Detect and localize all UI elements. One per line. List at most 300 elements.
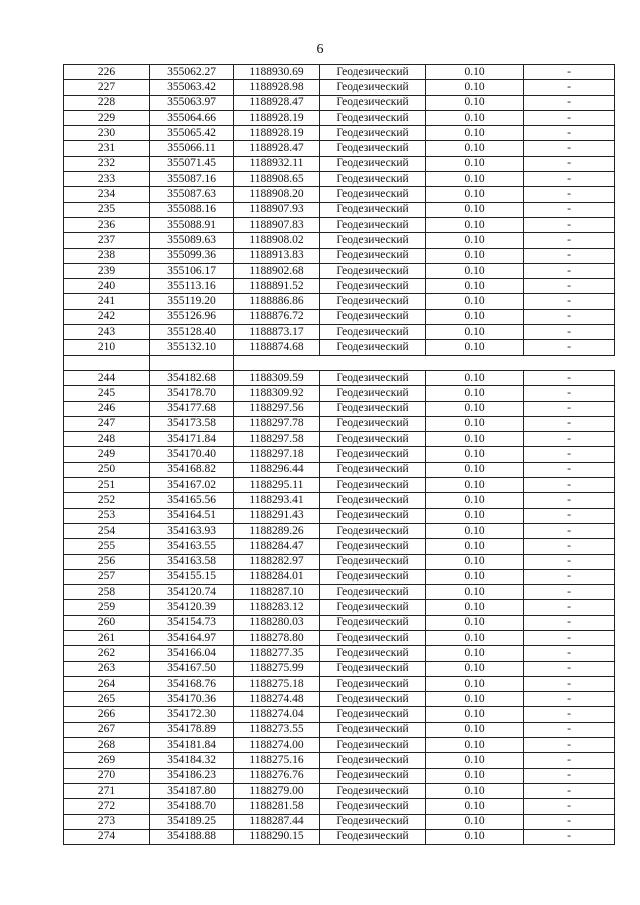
x-coordinate-cell: 354164.51 — [150, 508, 234, 523]
point-number-cell: 262 — [64, 646, 150, 661]
note-cell: - — [524, 661, 615, 676]
method-cell: Геодезический — [320, 325, 426, 340]
x-coordinate-cell: 354163.55 — [150, 539, 234, 554]
x-coordinate-cell: 355065.42 — [150, 126, 234, 141]
x-coordinate-cell: 354181.84 — [150, 738, 234, 753]
x-coordinate-cell: 355071.45 — [150, 156, 234, 171]
table-row — [64, 554, 615, 569]
x-coordinate-cell: 354163.93 — [150, 523, 234, 538]
y-coordinate-cell: 1188908.02 — [234, 233, 320, 248]
table-row — [64, 799, 615, 814]
table-row — [64, 294, 615, 309]
method-cell: Геодезический — [320, 523, 426, 538]
empty-cell — [234, 355, 320, 370]
table-row — [64, 523, 615, 538]
note-cell: - — [524, 126, 615, 141]
accuracy-cell: 0.10 — [426, 722, 524, 737]
point-number-cell: 265 — [64, 692, 150, 707]
accuracy-cell: 0.10 — [426, 340, 524, 355]
table-row — [64, 401, 615, 416]
empty-cell — [524, 355, 615, 370]
method-cell: Геодезический — [320, 95, 426, 110]
method-cell: Геодезический — [320, 263, 426, 278]
method-cell: Геодезический — [320, 692, 426, 707]
accuracy-cell: 0.10 — [426, 187, 524, 202]
y-coordinate-cell: 1188283.12 — [234, 600, 320, 615]
point-number-cell: 248 — [64, 432, 150, 447]
table-row — [64, 370, 615, 385]
table-row — [64, 676, 615, 691]
empty-cell — [426, 355, 524, 370]
point-number-cell: 261 — [64, 630, 150, 645]
empty-cell — [64, 355, 150, 370]
x-coordinate-cell: 354120.39 — [150, 600, 234, 615]
y-coordinate-cell: 1188281.58 — [234, 799, 320, 814]
method-cell: Геодезический — [320, 110, 426, 125]
point-number-cell: 268 — [64, 738, 150, 753]
accuracy-cell: 0.10 — [426, 676, 524, 691]
y-coordinate-cell: 1188928.47 — [234, 141, 320, 156]
table-row — [64, 447, 615, 462]
accuracy-cell: 0.10 — [426, 646, 524, 661]
table-row — [64, 615, 615, 630]
point-number-cell: 273 — [64, 814, 150, 829]
method-cell: Геодезический — [320, 630, 426, 645]
point-number-cell: 254 — [64, 523, 150, 538]
note-cell: - — [524, 615, 615, 630]
point-number-cell: 227 — [64, 80, 150, 95]
y-coordinate-cell: 1188274.00 — [234, 738, 320, 753]
x-coordinate-cell: 354171.84 — [150, 432, 234, 447]
x-coordinate-cell: 354178.70 — [150, 386, 234, 401]
point-number-cell: 256 — [64, 554, 150, 569]
method-cell: Геодезический — [320, 65, 426, 80]
table-row — [64, 814, 615, 829]
point-number-cell: 247 — [64, 416, 150, 431]
x-coordinate-cell: 354166.04 — [150, 646, 234, 661]
y-coordinate-cell: 1188297.78 — [234, 416, 320, 431]
y-coordinate-cell: 1188886.86 — [234, 294, 320, 309]
method-cell: Геодезический — [320, 432, 426, 447]
accuracy-cell: 0.10 — [426, 539, 524, 554]
x-coordinate-cell: 354172.30 — [150, 707, 234, 722]
y-coordinate-cell: 1188277.35 — [234, 646, 320, 661]
table-row — [64, 722, 615, 737]
point-number-cell: 253 — [64, 508, 150, 523]
x-coordinate-cell: 355087.16 — [150, 172, 234, 187]
note-cell: - — [524, 493, 615, 508]
point-number-cell: 230 — [64, 126, 150, 141]
table-row — [64, 646, 615, 661]
note-cell: - — [524, 768, 615, 783]
table-row — [64, 539, 615, 554]
table-row — [64, 202, 615, 217]
method-cell: Геодезический — [320, 187, 426, 202]
y-coordinate-cell: 1188273.55 — [234, 722, 320, 737]
note-cell: - — [524, 630, 615, 645]
note-cell: - — [524, 722, 615, 737]
accuracy-cell: 0.10 — [426, 753, 524, 768]
note-cell: - — [524, 523, 615, 538]
table-row — [64, 263, 615, 278]
note-cell: - — [524, 478, 615, 493]
x-coordinate-cell: 354188.70 — [150, 799, 234, 814]
y-coordinate-cell: 1188930.69 — [234, 65, 320, 80]
y-coordinate-cell: 1188873.17 — [234, 325, 320, 340]
method-cell: Геодезический — [320, 600, 426, 615]
table-row — [64, 126, 615, 141]
x-coordinate-cell: 354170.40 — [150, 447, 234, 462]
accuracy-cell: 0.10 — [426, 523, 524, 538]
point-number-cell: 255 — [64, 539, 150, 554]
table-row — [64, 325, 615, 340]
method-cell: Геодезический — [320, 753, 426, 768]
x-coordinate-cell: 354165.56 — [150, 493, 234, 508]
y-coordinate-cell: 1188907.83 — [234, 217, 320, 232]
x-coordinate-cell: 354167.02 — [150, 478, 234, 493]
table-row — [64, 462, 615, 477]
note-cell: - — [524, 370, 615, 385]
note-cell: - — [524, 279, 615, 294]
point-number-cell: 244 — [64, 370, 150, 385]
point-number-cell: 239 — [64, 263, 150, 278]
accuracy-cell: 0.10 — [426, 126, 524, 141]
table-row — [64, 600, 615, 615]
point-number-cell: 257 — [64, 569, 150, 584]
method-cell: Геодезический — [320, 814, 426, 829]
method-cell: Геодезический — [320, 294, 426, 309]
x-coordinate-cell: 355099.36 — [150, 248, 234, 263]
note-cell: - — [524, 600, 615, 615]
y-coordinate-cell: 1188275.16 — [234, 753, 320, 768]
note-cell: - — [524, 95, 615, 110]
y-coordinate-cell: 1188928.19 — [234, 110, 320, 125]
note-cell: - — [524, 80, 615, 95]
y-coordinate-cell: 1188287.10 — [234, 585, 320, 600]
y-coordinate-cell: 1188274.04 — [234, 707, 320, 722]
note-cell: - — [524, 416, 615, 431]
x-coordinate-cell: 355132.10 — [150, 340, 234, 355]
point-number-cell: 235 — [64, 202, 150, 217]
accuracy-cell: 0.10 — [426, 661, 524, 676]
method-cell: Геодезический — [320, 661, 426, 676]
point-number-cell: 232 — [64, 156, 150, 171]
table-row — [64, 386, 615, 401]
y-coordinate-cell: 1188297.56 — [234, 401, 320, 416]
y-coordinate-cell: 1188289.26 — [234, 523, 320, 538]
accuracy-cell: 0.10 — [426, 462, 524, 477]
point-number-cell: 231 — [64, 141, 150, 156]
point-number-cell: 269 — [64, 753, 150, 768]
table-row — [64, 738, 615, 753]
note-cell: - — [524, 325, 615, 340]
method-cell: Геодезический — [320, 539, 426, 554]
y-coordinate-cell: 1188276.76 — [234, 768, 320, 783]
table-row — [64, 172, 615, 187]
x-coordinate-cell: 354154.73 — [150, 615, 234, 630]
table-row — [64, 80, 615, 95]
y-coordinate-cell: 1188907.93 — [234, 202, 320, 217]
method-cell: Геодезический — [320, 768, 426, 783]
note-cell: - — [524, 462, 615, 477]
note-cell: - — [524, 156, 615, 171]
method-cell: Геодезический — [320, 156, 426, 171]
y-coordinate-cell: 1188275.99 — [234, 661, 320, 676]
x-coordinate-cell: 355066.11 — [150, 141, 234, 156]
x-coordinate-cell: 354170.36 — [150, 692, 234, 707]
method-cell: Геодезический — [320, 340, 426, 355]
accuracy-cell: 0.10 — [426, 263, 524, 278]
x-coordinate-cell: 354164.97 — [150, 630, 234, 645]
accuracy-cell: 0.10 — [426, 217, 524, 232]
point-number-cell: 233 — [64, 172, 150, 187]
note-cell: - — [524, 799, 615, 814]
note-cell: - — [524, 646, 615, 661]
y-coordinate-cell: 1188282.97 — [234, 554, 320, 569]
table-row — [64, 416, 615, 431]
method-cell: Геодезический — [320, 676, 426, 691]
table-row — [64, 217, 615, 232]
method-cell: Геодезический — [320, 370, 426, 385]
x-coordinate-cell: 354155.15 — [150, 569, 234, 584]
point-number-cell: 260 — [64, 615, 150, 630]
y-coordinate-cell: 1188928.19 — [234, 126, 320, 141]
accuracy-cell: 0.10 — [426, 447, 524, 462]
y-coordinate-cell: 1188891.52 — [234, 279, 320, 294]
table-row — [64, 309, 615, 324]
table-row — [64, 585, 615, 600]
table-row — [64, 432, 615, 447]
y-coordinate-cell: 1188309.59 — [234, 370, 320, 385]
note-cell: - — [524, 340, 615, 355]
method-cell: Геодезический — [320, 707, 426, 722]
x-coordinate-cell: 354173.58 — [150, 416, 234, 431]
point-number-cell: 241 — [64, 294, 150, 309]
method-cell: Геодезический — [320, 554, 426, 569]
accuracy-cell: 0.10 — [426, 432, 524, 447]
point-number-cell: 236 — [64, 217, 150, 232]
point-number-cell: 271 — [64, 783, 150, 798]
accuracy-cell: 0.10 — [426, 110, 524, 125]
accuracy-cell: 0.10 — [426, 416, 524, 431]
point-number-cell: 258 — [64, 585, 150, 600]
note-cell: - — [524, 508, 615, 523]
note-cell: - — [524, 783, 615, 798]
table-row — [64, 233, 615, 248]
x-coordinate-cell: 355063.42 — [150, 80, 234, 95]
point-number-cell: 274 — [64, 829, 150, 844]
point-number-cell: 250 — [64, 462, 150, 477]
y-coordinate-cell: 1188297.18 — [234, 447, 320, 462]
method-cell: Геодезический — [320, 508, 426, 523]
y-coordinate-cell: 1188284.47 — [234, 539, 320, 554]
method-cell: Геодезический — [320, 416, 426, 431]
page-number: 6 — [316, 42, 324, 57]
y-coordinate-cell: 1188874.68 — [234, 340, 320, 355]
note-cell: - — [524, 539, 615, 554]
note-cell: - — [524, 814, 615, 829]
point-number-cell: 234 — [64, 187, 150, 202]
point-number-cell: 210 — [64, 340, 150, 355]
note-cell: - — [524, 386, 615, 401]
note-cell: - — [524, 202, 615, 217]
accuracy-cell: 0.10 — [426, 738, 524, 753]
method-cell: Геодезический — [320, 478, 426, 493]
x-coordinate-cell: 355106.17 — [150, 263, 234, 278]
note-cell: - — [524, 707, 615, 722]
accuracy-cell: 0.10 — [426, 829, 524, 844]
y-coordinate-cell: 1188278.80 — [234, 630, 320, 645]
note-cell: - — [524, 172, 615, 187]
note-cell: - — [524, 432, 615, 447]
x-coordinate-cell: 355063.97 — [150, 95, 234, 110]
method-cell: Геодезический — [320, 829, 426, 844]
table-row — [64, 95, 615, 110]
note-cell: - — [524, 585, 615, 600]
x-coordinate-cell: 355088.91 — [150, 217, 234, 232]
table-row — [64, 753, 615, 768]
y-coordinate-cell: 1188284.01 — [234, 569, 320, 584]
point-number-cell: 270 — [64, 768, 150, 783]
y-coordinate-cell: 1188290.15 — [234, 829, 320, 844]
x-coordinate-cell: 355064.66 — [150, 110, 234, 125]
method-cell: Геодезический — [320, 202, 426, 217]
x-coordinate-cell: 355062.27 — [150, 65, 234, 80]
method-cell: Геодезический — [320, 217, 426, 232]
x-coordinate-cell: 354177.68 — [150, 401, 234, 416]
note-cell: - — [524, 187, 615, 202]
x-coordinate-cell: 355088.16 — [150, 202, 234, 217]
y-coordinate-cell: 1188275.18 — [234, 676, 320, 691]
table-row — [64, 829, 615, 844]
x-coordinate-cell: 354186.23 — [150, 768, 234, 783]
note-cell: - — [524, 309, 615, 324]
point-number-cell: 237 — [64, 233, 150, 248]
accuracy-cell: 0.10 — [426, 156, 524, 171]
point-number-cell: 242 — [64, 309, 150, 324]
empty-cell — [150, 355, 234, 370]
table-row — [64, 65, 615, 80]
point-number-cell: 228 — [64, 95, 150, 110]
accuracy-cell: 0.10 — [426, 814, 524, 829]
y-coordinate-cell: 1188913.83 — [234, 248, 320, 263]
method-cell: Геодезический — [320, 722, 426, 737]
y-coordinate-cell: 1188291.43 — [234, 508, 320, 523]
y-coordinate-cell: 1188280.03 — [234, 615, 320, 630]
x-coordinate-cell: 355113.16 — [150, 279, 234, 294]
point-number-cell: 263 — [64, 661, 150, 676]
table-row — [64, 340, 615, 355]
note-cell: - — [524, 447, 615, 462]
point-number-cell: 272 — [64, 799, 150, 814]
y-coordinate-cell: 1188297.58 — [234, 432, 320, 447]
table-row — [64, 478, 615, 493]
method-cell: Геодезический — [320, 248, 426, 263]
note-cell: - — [524, 294, 615, 309]
x-coordinate-cell: 354188.88 — [150, 829, 234, 844]
note-cell: - — [524, 753, 615, 768]
table-row — [64, 569, 615, 584]
table-row — [64, 707, 615, 722]
point-number-cell: 266 — [64, 707, 150, 722]
point-number-cell: 246 — [64, 401, 150, 416]
y-coordinate-cell: 1188287.44 — [234, 814, 320, 829]
x-coordinate-cell: 354120.74 — [150, 585, 234, 600]
accuracy-cell: 0.10 — [426, 325, 524, 340]
point-number-cell: 251 — [64, 478, 150, 493]
method-cell: Геодезический — [320, 493, 426, 508]
y-coordinate-cell: 1188309.92 — [234, 386, 320, 401]
method-cell: Геодезический — [320, 309, 426, 324]
point-number-cell: 243 — [64, 325, 150, 340]
x-coordinate-cell: 355126.96 — [150, 309, 234, 324]
point-number-cell: 259 — [64, 600, 150, 615]
accuracy-cell: 0.10 — [426, 233, 524, 248]
accuracy-cell: 0.10 — [426, 401, 524, 416]
method-cell: Геодезический — [320, 401, 426, 416]
note-cell: - — [524, 692, 615, 707]
y-coordinate-cell: 1188928.98 — [234, 80, 320, 95]
accuracy-cell: 0.10 — [426, 141, 524, 156]
method-cell: Геодезический — [320, 462, 426, 477]
x-coordinate-cell: 355089.63 — [150, 233, 234, 248]
accuracy-cell: 0.10 — [426, 707, 524, 722]
y-coordinate-cell: 1188296.44 — [234, 462, 320, 477]
method-cell: Геодезический — [320, 738, 426, 753]
y-coordinate-cell: 1188295.11 — [234, 478, 320, 493]
method-cell: Геодезический — [320, 615, 426, 630]
accuracy-cell: 0.10 — [426, 692, 524, 707]
point-number-cell: 229 — [64, 110, 150, 125]
method-cell: Геодезический — [320, 646, 426, 661]
y-coordinate-cell: 1188908.65 — [234, 172, 320, 187]
table-row — [64, 248, 615, 263]
point-number-cell: 240 — [64, 279, 150, 294]
method-cell: Геодезический — [320, 799, 426, 814]
table-row — [64, 661, 615, 676]
point-number-cell: 245 — [64, 386, 150, 401]
point-number-cell: 267 — [64, 722, 150, 737]
note-cell: - — [524, 738, 615, 753]
y-coordinate-cell: 1188293.41 — [234, 493, 320, 508]
x-coordinate-cell: 354168.82 — [150, 462, 234, 477]
note-cell: - — [524, 110, 615, 125]
y-coordinate-cell: 1188279.00 — [234, 783, 320, 798]
method-cell: Геодезический — [320, 585, 426, 600]
note-cell: - — [524, 141, 615, 156]
accuracy-cell: 0.10 — [426, 80, 524, 95]
y-coordinate-cell: 1188274.48 — [234, 692, 320, 707]
accuracy-cell: 0.10 — [426, 615, 524, 630]
empty-cell — [320, 355, 426, 370]
accuracy-cell: 0.10 — [426, 554, 524, 569]
x-coordinate-cell: 355119.20 — [150, 294, 234, 309]
accuracy-cell: 0.10 — [426, 585, 524, 600]
y-coordinate-cell: 1188932.11 — [234, 156, 320, 171]
x-coordinate-cell: 354178.89 — [150, 722, 234, 737]
x-coordinate-cell: 354184.32 — [150, 753, 234, 768]
x-coordinate-cell: 354182.68 — [150, 370, 234, 385]
note-cell: - — [524, 401, 615, 416]
accuracy-cell: 0.10 — [426, 508, 524, 523]
note-cell: - — [524, 248, 615, 263]
accuracy-cell: 0.10 — [426, 248, 524, 263]
accuracy-cell: 0.10 — [426, 768, 524, 783]
table-row — [64, 630, 615, 645]
y-coordinate-cell: 1188876.72 — [234, 309, 320, 324]
x-coordinate-cell: 355087.63 — [150, 187, 234, 202]
note-cell: - — [524, 554, 615, 569]
